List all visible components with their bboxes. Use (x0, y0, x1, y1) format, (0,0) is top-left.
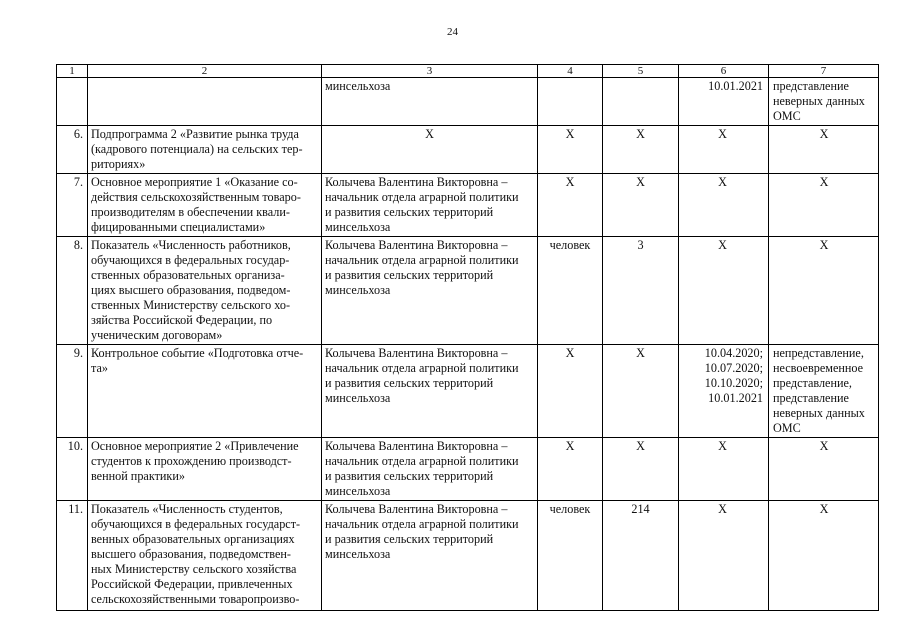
item-name: Контрольное событие «Подготовка отче- та» (88, 345, 322, 438)
table-row (57, 174, 879, 237)
risk-description: Х (769, 174, 879, 237)
table-row (57, 126, 879, 174)
deadline-date: 10.04.2020; 10.07.2020; 10.10.2020; 10.01.2021 (679, 345, 769, 438)
row-number (57, 78, 88, 126)
column-number: 7 (769, 65, 879, 78)
responsible-person: Колычева Валентина Викторовна – начальник отдела аграрной политики и развития сельских территорий минсельхоза (322, 438, 538, 501)
table-row (57, 78, 879, 126)
unit: Х (538, 126, 603, 174)
row-number: 8. (57, 237, 88, 345)
risk-description: Х (769, 126, 879, 174)
plan-table (56, 64, 879, 611)
deadline-date: 10.01.2021 (679, 78, 769, 126)
row-number: 7. (57, 174, 88, 237)
item-name (88, 78, 322, 126)
planned-value (603, 78, 679, 126)
responsible-person: Колычева Валентина Викторовна – начальник отдела аграрной политики и развития сельских территорий минсельхоза (322, 174, 538, 237)
column-number: 6 (679, 65, 769, 78)
column-number: 1 (57, 65, 88, 78)
risk-description: непредставление, несвоевременное представление, представление неверных данных ОМС (769, 345, 879, 438)
table-header-row (57, 65, 879, 78)
deadline-date: Х (679, 501, 769, 611)
responsible-person: Колычева Валентина Викторовна – начальник отдела аграрной политики и развития сельских территорий минсельхоза (322, 237, 538, 345)
planned-value: Х (603, 174, 679, 237)
row-number: 6. (57, 126, 88, 174)
page-number: 24 (447, 26, 458, 38)
responsible-person: Х (322, 126, 538, 174)
row-number: 11. (57, 501, 88, 611)
unit: Х (538, 345, 603, 438)
unit: Х (538, 174, 603, 237)
risk-description: Х (769, 501, 879, 611)
table-row (57, 501, 879, 611)
item-name: Подпрограмма 2 «Развитие рынка труда (кадрового потенциала) на сельских тер- риториях» (88, 126, 322, 174)
table-row (57, 438, 879, 501)
table-row (57, 345, 879, 438)
responsible-person: Колычева Валентина Викторовна – начальник отдела аграрной политики и развития сельских территорий минсельхоза (322, 501, 538, 611)
deadline-date: Х (679, 438, 769, 501)
item-name: Основное мероприятие 2 «Привлечение студентов к прохождению производст- венной практики» (88, 438, 322, 501)
unit: человек (538, 237, 603, 345)
row-number: 10. (57, 438, 88, 501)
item-name: Основное мероприятие 1 «Оказание со- действия сельскохозяйственным товаро- производителям в обеспечении квали- фицированными специалистами» (88, 174, 322, 237)
unit: человек (538, 501, 603, 611)
planned-value: Х (603, 126, 679, 174)
planned-value: 3 (603, 237, 679, 345)
risk-description: представление неверных данных ОМС (769, 78, 879, 126)
item-name: Показатель «Численность студентов, обучающихся в федеральных государст- венных образовательных организациях высшего образования, подведомствен- ных Министерству сельского хозяйства Российской Федерации, привлеченных сельскохозяйственными товаропроизво- (88, 501, 322, 611)
unit (538, 78, 603, 126)
responsible-person: минсельхоза (322, 78, 538, 126)
responsible-person: Колычева Валентина Викторовна – начальник отдела аграрной политики и развития сельских территорий минсельхоза (322, 345, 538, 438)
deadline-date: Х (679, 174, 769, 237)
deadline-date: Х (679, 237, 769, 345)
risk-description: Х (769, 237, 879, 345)
unit: Х (538, 438, 603, 501)
planned-value: 214 (603, 501, 679, 611)
row-number: 9. (57, 345, 88, 438)
column-number: 2 (88, 65, 322, 78)
column-number: 4 (538, 65, 603, 78)
item-name: Показатель «Численность работников, обучающихся в федеральных государ- ственных образовательных организа- циях высшего образования, подведом- ственных Министерству сельского хо- зяйства Российской Федерации, по ученическим договорам» (88, 237, 322, 345)
column-number: 3 (322, 65, 538, 78)
planned-value: Х (603, 345, 679, 438)
column-number: 5 (603, 65, 679, 78)
risk-description: Х (769, 438, 879, 501)
deadline-date: Х (679, 126, 769, 174)
table-row (57, 237, 879, 345)
planned-value: Х (603, 438, 679, 501)
